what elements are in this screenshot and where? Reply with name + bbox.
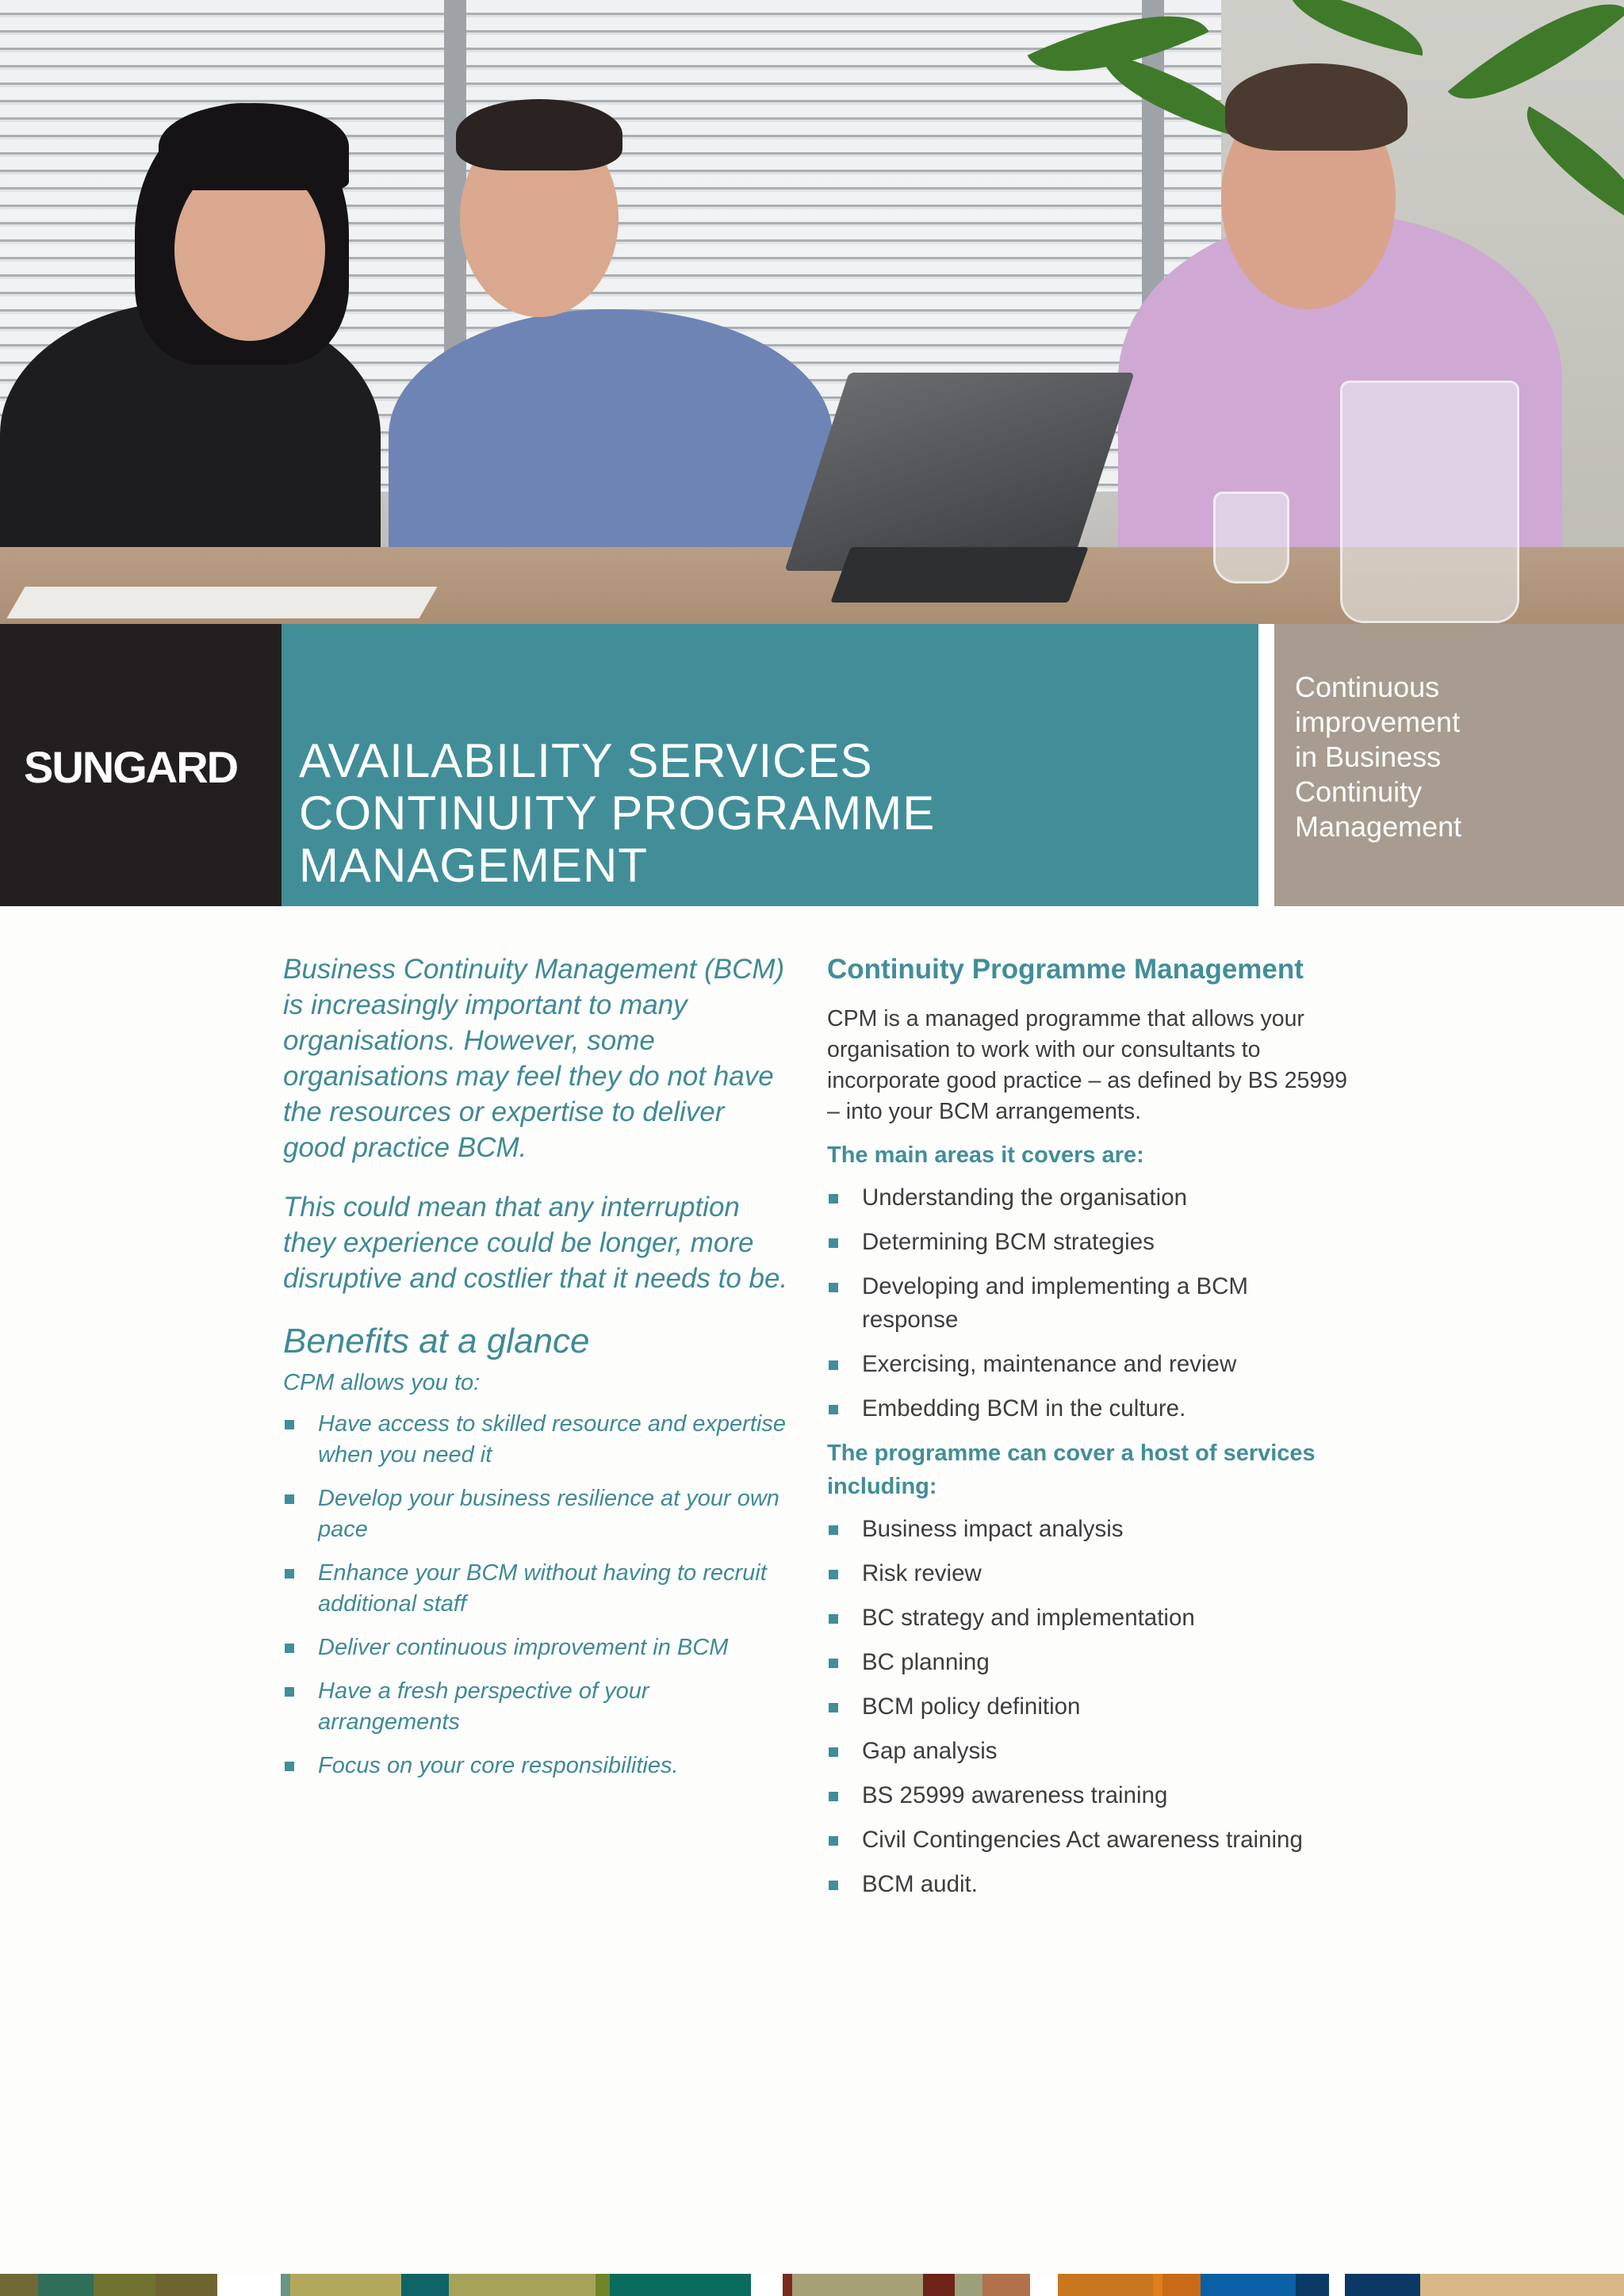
footer-color-segment [401,2274,449,2296]
list-item [827,1181,1350,1215]
footer-color-segment [1428,2274,1624,2296]
logo-block [0,624,282,906]
benefits-lead: CPM allows you to: [283,1370,481,1395]
list-item-text: Determining BCM strategies [862,1229,1155,1255]
list-item-text: Deliver continuous improvement in BCM [318,1635,729,1660]
list-item [827,1823,1350,1857]
tagline [1295,670,1461,844]
page-title [299,735,935,892]
footer-color-segment [449,2274,596,2296]
fringe [159,103,349,190]
list-item [827,1392,1350,1425]
services-heading: The programme can cover a host of services including: [827,1441,1316,1499]
tagline-block [1274,624,1624,906]
footer-color-segment [281,2274,290,2296]
title-line: CONTINUITY PROGRAMME [299,786,936,840]
laptop-base [830,547,1088,603]
footer-color-segment [217,2274,281,2296]
footer-color-segment [1201,2274,1296,2296]
list-item [827,1646,1350,1679]
footer-color-segment [1329,2274,1345,2296]
bullet-square-icon [829,1792,838,1801]
footer-color-segment [1153,2274,1162,2296]
bullet-square-icon [829,1614,838,1624]
bullet-square-icon [829,1194,838,1203]
list-item [827,1226,1350,1259]
footer-color-segment [610,2274,751,2296]
title-line: AVAILABILITY SERVICES [299,734,873,787]
section-heading: Continuity Programme Management [827,954,1304,985]
list-item [827,1348,1350,1381]
footer-color-segment [0,2274,38,2296]
list-item [827,1690,1350,1724]
list-item-text: Gap analysis [862,1738,998,1764]
intro-paragraph: Business Continuity Management (BCM) is increasingly important to many organisations. However, some organisations may feel they do not have the resources or expertise to deliver good practice BCM. [283,954,785,1163]
areas-heading: The main areas it covers are: [827,1142,1144,1168]
water-glass [1213,492,1289,584]
list-item-text: Have a fresh perspective of your arrangements [318,1678,649,1735]
footer-color-segment [783,2274,792,2296]
hero-photo [0,0,1624,624]
list-item [283,1676,791,1738]
band-divider [1258,624,1274,906]
list-item [827,1735,1350,1768]
footer-color-segment [982,2274,1030,2296]
footer-color-segment [1058,2274,1153,2296]
bullet-square-icon [829,1360,838,1370]
list-item-text: Embedding BCM in the culture. [862,1395,1186,1422]
list-item-text: BC planning [862,1649,990,1675]
list-item-text: Civil Contingencies Act awareness training [862,1827,1303,1853]
benefits-heading: Benefits at a glance [283,1322,590,1360]
list-item-text: Understanding the organisation [862,1184,1188,1211]
list-item [827,1868,1350,1901]
footer-color-bar [0,2274,1624,2296]
bullet-square-icon [829,1703,838,1712]
bullet-square-icon [285,1687,294,1697]
list-item [827,1270,1350,1337]
papers [6,587,437,618]
bullet-square-icon [285,1494,294,1504]
footer-color-segment [1296,2274,1329,2296]
bullet-square-icon [285,1762,294,1771]
footer-color-segment [1420,2274,1428,2296]
bullet-square-icon [829,1570,838,1579]
services-list [827,1513,1350,1901]
bullet-square-icon [829,1405,838,1414]
intro [283,951,791,1296]
list-item [283,1751,791,1781]
tagline-line: Continuous [1295,671,1440,703]
footer-color-segment [1345,2274,1420,2296]
water-jug [1340,381,1519,623]
areas-list [827,1181,1350,1425]
title-line: MANAGEMENT [299,839,649,892]
list-item-text: Developing and implementing a BCM response [862,1273,1249,1333]
list-item-text: BCM audit. [862,1871,978,1897]
list-item [283,1409,791,1471]
bullet-square-icon [829,1525,838,1535]
list-item-text: Focus on your core responsibilities. [318,1753,679,1778]
footer-color-segment [1030,2274,1058,2296]
bullet-square-icon [829,1881,838,1890]
bullet-square-icon [829,1238,838,1248]
list-item [283,1632,791,1663]
list-item-text: Have access to skilled resource and expertise when you need it [318,1411,786,1468]
footer-color-segment [792,2274,923,2296]
list-item-text: Develop your business resilience at your own pace [318,1486,779,1542]
bullet-square-icon [829,1283,838,1292]
hair [1225,63,1408,151]
list-item-text: Exercising, maintenance and review [862,1351,1237,1377]
right-column [827,951,1350,1912]
tagline-line: Continuity [1295,775,1423,808]
bullet-square-icon [285,1420,294,1429]
bullet-square-icon [285,1644,294,1653]
list-item [283,1483,791,1545]
list-item [827,1557,1350,1590]
list-item-text: BCM policy definition [862,1693,1081,1720]
list-item-text: Risk review [862,1560,982,1586]
footer-color-segment [155,2274,217,2296]
footer-color-segment [923,2274,955,2296]
list-item-text: BC strategy and implementation [862,1605,1195,1631]
left-column [283,951,791,1794]
list-item-text: BS 25999 awareness training [862,1782,1168,1808]
footer-color-segment [1162,2274,1201,2296]
tagline-line: Management [1295,810,1462,843]
intro-paragraph: This could mean that any interruption they experience could be longer, more disruptive and costlier that it needs to be. [283,1192,788,1294]
benefits-list [283,1409,791,1781]
list-item-text: Business impact analysis [862,1516,1124,1542]
list-item [827,1601,1350,1635]
bullet-square-icon [829,1659,838,1668]
list-item [827,1513,1350,1546]
title-block [282,624,1258,906]
list-item [283,1558,791,1620]
footer-color-segment [94,2274,155,2296]
tagline-line: improvement [1295,706,1461,738]
section-description: CPM is a managed programme that allows your organisation to work with our consultants to incorporate good practice – as defined by BS 25999 – into your BCM arrangements. [827,1006,1347,1124]
footer-color-segment [751,2274,783,2296]
footer-color-segment [596,2274,610,2296]
sungard-logo: SUNGARD [24,742,238,792]
bullet-square-icon [829,1747,838,1757]
bullet-square-icon [829,1836,838,1846]
bullet-square-icon [285,1569,294,1578]
footer-color-segment [38,2274,94,2296]
list-item [827,1779,1350,1812]
footer-color-segment [290,2274,401,2296]
footer-color-segment [955,2274,982,2296]
list-item-text: Enhance your BCM without having to recruit additional staff [318,1560,767,1617]
tagline-line: in Business [1295,740,1442,773]
hair [456,99,622,170]
